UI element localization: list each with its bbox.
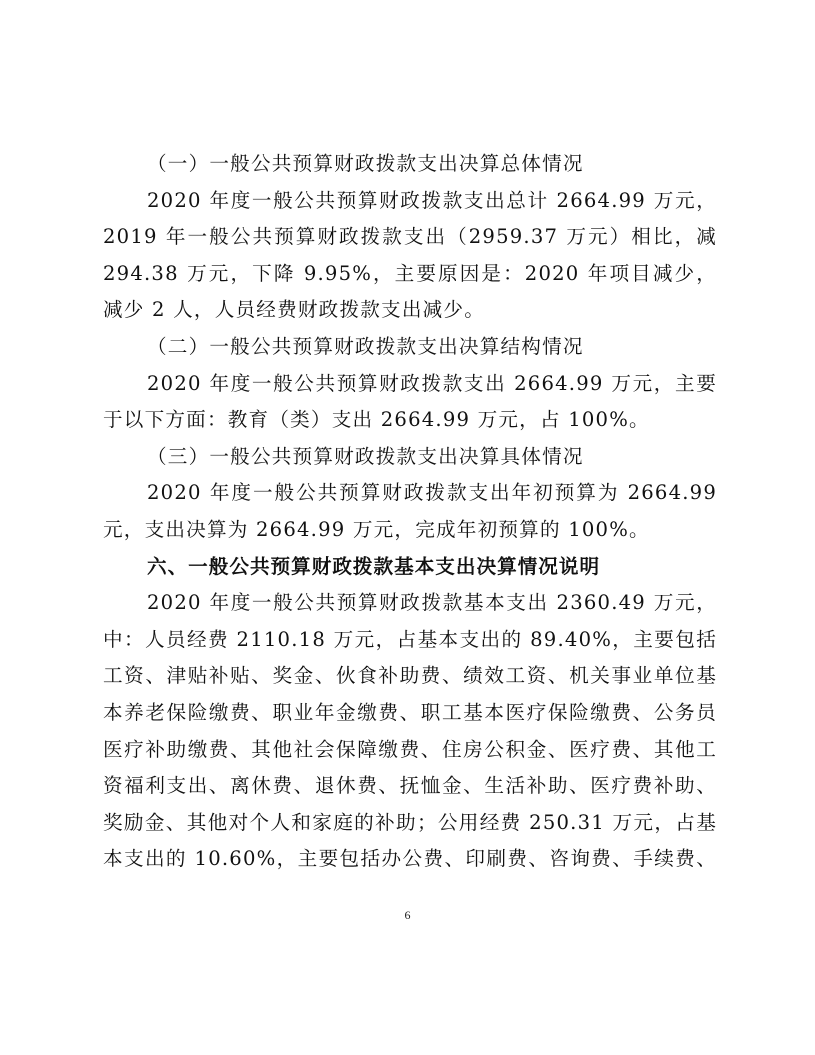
section-heading: （一）一般公共预算财政拨款支出决算总体情况 [147,152,584,175]
paragraph-line: 2020 年度一般公共预算财政拨款支出年初预算为 2664.99 [147,481,717,505]
paragraph-line: 奖励金、其他对个人和家庭的补助；公用经费 250.31 万元，占基 [103,810,717,834]
paragraph-line: 于以下方面：教育（类）支出 2664.99 万元，占 100%。 [103,408,650,432]
section-basic-expenditure [103,549,717,878]
paragraph-line: 减少 2 人，人员经费财政拨款支出减少。 [103,298,486,322]
paragraph-line: 2020 年度一般公共预算财政拨款支出 2664.99 万元，主要 [147,371,717,395]
section-expenditure-structure [103,329,717,439]
paragraph-line: 2020 年度一般公共预算财政拨款支出总计 2664.99 万元， [147,188,717,212]
paragraph-line: 2019 年一般公共预算财政拨款支出（2959.37 万元）相比，减 [103,225,717,249]
paragraph-line: 本养老保险缴费、职业年金缴费、职工基本医疗保险缴费、公务员 [103,700,717,724]
paragraph-line: 294.38 万元，下降 9.95%，主要原因是：2020 年项目减少， [103,261,717,285]
paragraph-line: 本支出的 10.60%，主要包括办公费、印刷费、咨询费、手续费、 [103,847,717,871]
section-overall-expenditure [103,146,717,329]
paragraph-line: 2020 年度一般公共预算财政拨款基本支出 2360.49 万元， [147,591,717,615]
section-heading: （二）一般公共预算财政拨款支出决算结构情况 [147,334,584,358]
section-heading: （三）一般公共预算财政拨款支出决算具体情况 [147,444,584,468]
paragraph-line: 工资、津贴补贴、奖金、伙食补助费、绩效工资、机关事业单位基 [103,664,717,688]
chapter-heading: 六、一般公共预算财政拨款基本支出决算情况说明 [147,554,601,578]
paragraph-line: 中：人员经费 2110.18 万元，占基本支出的 89.40%，主要包括 [103,627,717,651]
section-expenditure-details [103,439,717,549]
document-body [103,146,717,878]
page-number: 6 [404,908,411,922]
paragraph-line: 资福利支出、离休费、退休费、抚恤金、生活补助、医疗费补助、 [103,774,717,798]
paragraph-line: 元，支出决算为 2664.99 万元，完成年初预算的 100%。 [103,517,650,541]
paragraph-line: 医疗补助缴费、其他社会保障缴费、住房公积金、医疗费、其他工 [103,737,717,761]
